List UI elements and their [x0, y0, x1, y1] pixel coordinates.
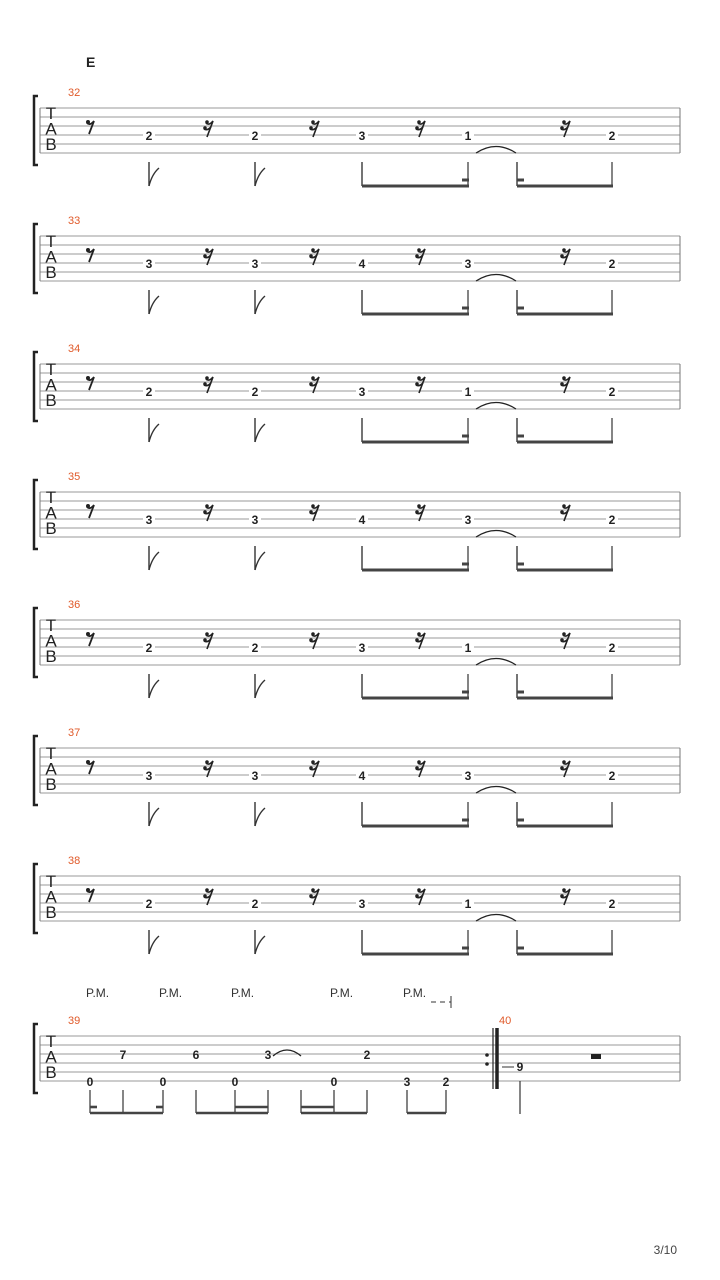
eighth-rest-dot [86, 120, 90, 124]
fret-number: 3 [464, 769, 472, 783]
sixteenth-rest-dot2 [560, 382, 564, 386]
fret-number: 4 [358, 257, 366, 271]
sixteenth-rest-dot2 [415, 510, 419, 514]
system-34-bracket [34, 352, 38, 421]
measure-number: 34 [68, 343, 81, 355]
sixteenth-rest-dot2 [415, 254, 419, 258]
sixteenth-rest-dot [417, 376, 421, 380]
note-flag [149, 168, 159, 186]
sixteenth-rest-dot [562, 248, 566, 252]
measure-number: 35 [68, 471, 81, 483]
sixteenth-rest-dot2 [309, 382, 313, 386]
fret-number: 3 [251, 769, 259, 783]
fret-number: 3 [464, 257, 472, 271]
eighth-rest-dot [86, 888, 90, 892]
tie-arc [273, 1050, 301, 1056]
system-34-clef-b: B [45, 391, 57, 410]
sixteenth-rest-dot2 [309, 638, 313, 642]
sixteenth-rest-dot2 [203, 766, 207, 770]
fret-number: 2 [608, 641, 616, 655]
sixteenth-rest-dot [562, 504, 566, 508]
sixteenth-rest-dot [205, 888, 209, 892]
note-flag [255, 296, 265, 314]
sixteenth-rest-dot2 [203, 382, 207, 386]
fret-number: 1 [464, 129, 472, 143]
sixteenth-rest-dot [311, 888, 315, 892]
fret-number: 2 [251, 385, 259, 399]
fret-number: 2 [608, 769, 616, 783]
section-marker: E [86, 54, 96, 70]
fret-number: 2 [442, 1075, 450, 1089]
sixteenth-rest-dot2 [560, 510, 564, 514]
fret-number: 3 [251, 513, 259, 527]
fret-number: 2 [145, 129, 153, 143]
sixteenth-rest-dot [562, 632, 566, 636]
sixteenth-rest-dot2 [203, 126, 207, 130]
sixteenth-rest-dot2 [560, 638, 564, 642]
system-33-clef-t: T [45, 232, 57, 251]
sixteenth-rest-dot2 [415, 382, 419, 386]
system-33-clef-a: A [45, 247, 57, 267]
note-flag [255, 424, 265, 442]
sixteenth-rest-dot [311, 760, 315, 764]
fret-number: 0 [231, 1075, 239, 1089]
sixteenth-rest-dot [205, 376, 209, 380]
eighth-rest-dot [86, 632, 90, 636]
fret-number: 2 [145, 641, 153, 655]
fret-number: 2 [145, 897, 153, 911]
fret-number: 1 [464, 385, 472, 399]
palm-mute-label: P.M. [403, 986, 427, 1000]
sixteenth-rest-dot [417, 248, 421, 252]
measure-number: 33 [68, 215, 81, 227]
sixteenth-rest-dot [205, 248, 209, 252]
tie-arc [476, 915, 516, 922]
note-flag [149, 808, 159, 826]
page-number: 3/10 [653, 1243, 677, 1257]
fret-number: 1 [464, 641, 472, 655]
system-39-bracket [34, 1024, 38, 1093]
fret-number: 0 [86, 1075, 94, 1089]
system-33-bracket [34, 224, 38, 293]
sixteenth-rest-dot [562, 760, 566, 764]
system-35-clef-a: A [45, 503, 57, 523]
sixteenth-rest-dot [417, 120, 421, 124]
system-38-clef-a: A [45, 887, 57, 907]
measure-number: 37 [68, 727, 81, 739]
system-32-clef-a: A [45, 119, 57, 139]
sixteenth-rest-dot [205, 760, 209, 764]
sixteenth-rest-dot2 [203, 254, 207, 258]
fret-number: 2 [251, 129, 259, 143]
fret-number: 0 [159, 1075, 167, 1089]
sixteenth-rest-dot [311, 632, 315, 636]
tie-arc [476, 787, 516, 794]
system-34-clef-a: A [45, 375, 57, 395]
fret-number: 2 [608, 513, 616, 527]
system-36-bracket [34, 608, 38, 677]
sixteenth-rest-dot [417, 632, 421, 636]
fret-number: 3 [145, 769, 153, 783]
fret-number: 3 [358, 641, 366, 655]
sixteenth-rest-dot [311, 376, 315, 380]
sixteenth-rest-dot2 [560, 254, 564, 258]
sixteenth-rest-dot2 [560, 766, 564, 770]
fret-number: 3 [251, 257, 259, 271]
sixteenth-rest-dot2 [415, 894, 419, 898]
fret-number: 2 [608, 257, 616, 271]
measure-number: 39 [68, 1015, 81, 1027]
note-flag [255, 808, 265, 826]
system-37-clef-t: T [45, 744, 57, 763]
note-flag [255, 936, 265, 954]
tie-arc [476, 147, 516, 154]
repeat-dot [485, 1053, 489, 1057]
sixteenth-rest-dot [205, 120, 209, 124]
system-32-clef-b: B [45, 135, 57, 154]
system-35-clef-b: B [45, 519, 57, 538]
fret-number: 2 [145, 385, 153, 399]
tie-arc [476, 403, 516, 410]
system-37-clef-b: B [45, 775, 57, 794]
sixteenth-rest-dot [311, 120, 315, 124]
sixteenth-rest-dot [562, 888, 566, 892]
measure-number: 36 [68, 599, 81, 611]
system-37-bracket [34, 736, 38, 805]
fret-number: 3 [358, 897, 366, 911]
note-flag [149, 552, 159, 570]
palm-mute-label: P.M. [231, 986, 255, 1000]
system-36-clef-a: A [45, 631, 57, 651]
system-35-bracket [34, 480, 38, 549]
system-39-clef-t: T [45, 1032, 57, 1051]
fret-number: 2 [251, 641, 259, 655]
sixteenth-rest-dot2 [560, 894, 564, 898]
fret-number: 3 [264, 1048, 272, 1062]
eighth-rest-dot [86, 504, 90, 508]
sixteenth-rest-dot2 [203, 894, 207, 898]
note-flag [255, 168, 265, 186]
half-rest [591, 1054, 601, 1059]
fret-number: 7 [119, 1048, 127, 1062]
tie-arc [476, 275, 516, 282]
measure-number: 40 [499, 1015, 512, 1027]
fret-number: 4 [358, 513, 366, 527]
sixteenth-rest-dot2 [309, 254, 313, 258]
eighth-rest-dot [86, 376, 90, 380]
sixteenth-rest-dot [417, 888, 421, 892]
sixteenth-rest-dot [417, 504, 421, 508]
system-39-clef-a: A [45, 1047, 57, 1067]
sixteenth-rest-dot [311, 248, 315, 252]
tie-arc [476, 531, 516, 538]
sixteenth-rest-dot2 [309, 510, 313, 514]
note-flag [255, 680, 265, 698]
fret-number: 1 [464, 897, 472, 911]
sixteenth-rest-dot [417, 760, 421, 764]
fret-number: 6 [192, 1048, 200, 1062]
fret-number: 3 [145, 257, 153, 271]
fret-number: 3 [403, 1075, 411, 1089]
system-33-clef-b: B [45, 263, 57, 282]
sixteenth-rest-dot2 [415, 638, 419, 642]
system-37-clef-a: A [45, 759, 57, 779]
sixteenth-rest-dot2 [309, 894, 313, 898]
eighth-rest-dot [86, 248, 90, 252]
sixteenth-rest-dot2 [203, 510, 207, 514]
sixteenth-rest-dot2 [309, 126, 313, 130]
system-38-clef-b: B [45, 903, 57, 922]
fret-number: 0 [330, 1075, 338, 1089]
note-flag [149, 936, 159, 954]
fret-number: 2 [363, 1048, 371, 1062]
fret-number: 3 [358, 129, 366, 143]
fret-number: 2 [251, 897, 259, 911]
fret-number: 9 [516, 1060, 524, 1074]
system-32-bracket [34, 96, 38, 165]
sixteenth-rest-dot2 [415, 126, 419, 130]
note-flag [149, 680, 159, 698]
sixteenth-rest-dot2 [560, 126, 564, 130]
measure-number: 38 [68, 855, 81, 867]
note-flag [255, 552, 265, 570]
system-34-clef-t: T [45, 360, 57, 379]
system-38-clef-t: T [45, 872, 57, 891]
system-32-clef-t: T [45, 104, 57, 123]
fret-number: 3 [358, 385, 366, 399]
fret-number: 2 [608, 385, 616, 399]
sixteenth-rest-dot [205, 632, 209, 636]
sixteenth-rest-dot [562, 120, 566, 124]
fret-number: 3 [145, 513, 153, 527]
sixteenth-rest-dot2 [203, 638, 207, 642]
system-35-clef-t: T [45, 488, 57, 507]
system-38-bracket [34, 864, 38, 933]
system-39-clef-b: B [45, 1063, 57, 1082]
fret-number: 2 [608, 897, 616, 911]
sixteenth-rest-dot [562, 376, 566, 380]
palm-mute-label: P.M. [330, 986, 354, 1000]
fret-number: 2 [608, 129, 616, 143]
sixteenth-rest-dot2 [415, 766, 419, 770]
repeat-dot [485, 1062, 489, 1066]
note-flag [149, 424, 159, 442]
sixteenth-rest-dot [311, 504, 315, 508]
sixteenth-rest-dot [205, 504, 209, 508]
system-36-clef-b: B [45, 647, 57, 666]
palm-mute-label: P.M. [159, 986, 183, 1000]
sixteenth-rest-dot2 [309, 766, 313, 770]
eighth-rest-dot [86, 760, 90, 764]
palm-mute-label: P.M. [86, 986, 110, 1000]
fret-number: 4 [358, 769, 366, 783]
system-36-clef-t: T [45, 616, 57, 635]
note-flag [149, 296, 159, 314]
tie-arc [476, 659, 516, 666]
fret-number: 3 [464, 513, 472, 527]
measure-number: 32 [68, 87, 81, 99]
